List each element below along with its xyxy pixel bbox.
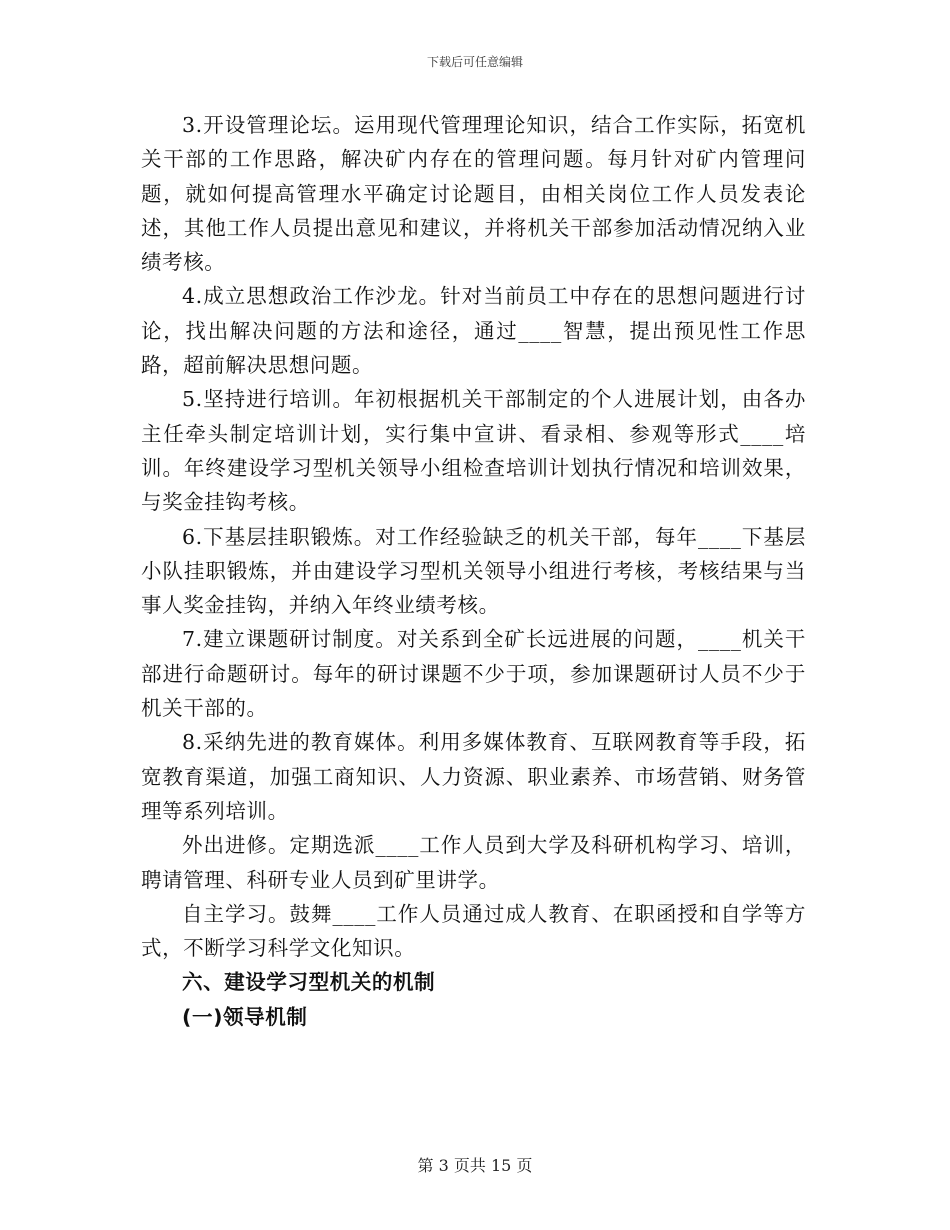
page-header-note: 下载后可任意编辑 [426, 55, 523, 69]
page-number: 第 3 页共 15 页 [417, 1156, 533, 1175]
paragraph-external-study: 外出进修。定期选派____工作人员到大学及科研机构学习、培训，聘请管理、科研专业人员到矿里讲学。 [141, 833, 806, 892]
paragraph-research-system: 7.建立课题研讨制度。对关系到全矿长远进展的问题，____机关干部进行命题研讨。每年的研讨课题不少于项，参加课题研讨人员不少于机关干部的。 [141, 627, 806, 721]
paragraph-political-salon: 4.成立思想政治工作沙龙。针对当前员工中存在的思想问题进行讨论，找出解决问题的方法和途径，通过____智慧，提出预见性工作思路，超前解决思想问题。 [141, 284, 806, 378]
document-body [141, 108, 806, 1034]
subsection-heading: (一)领导机制 [182, 1004, 308, 1029]
paragraph-training: 5.坚持进行培训。年初根据机关干部制定的个人进展计划，由各办主任牵头制定培训计划，实行集中宣讲、看录相、参观等形式____培训。年终建设学习型机关领导小组检查培训计划执行情况和培训效果，与奖金挂钩考核。 [141, 387, 806, 515]
paragraph-grassroots-posting: 6.下基层挂职锻炼。对工作经验缺乏的机关干部，每年____下基层小队挂职锻炼，并由建设学习型机关领导小组进行考核，考核结果与当事人奖金挂钩，并纳入年终业绩考核。 [141, 524, 806, 618]
section-heading: 六、建设学习型机关的机制 [182, 970, 436, 995]
paragraph-management-forum: 3.开设管理论坛。运用现代管理理论知识，结合工作实际，拓宽机关干部的工作思路，解决矿内存在的管理问题。每月针对矿内管理问题，就如何提高管理水平确定讨论题目，由相关岗位工作人员发表论述，其他工作人员提出意见和建议，并将机关干部参加活动情况纳入业绩考核。 [141, 113, 806, 275]
paragraph-self-study: 自主学习。鼓舞____工作人员通过成人教育、在职函授和自学等方式，不断学习科学文化知识。 [141, 901, 806, 961]
paragraph-education-media: 8.采纳先进的教育媒体。利用多媒体教育、互联网教育等手段，拓宽教育渠道，加强工商知识、人力资源、职业素养、市场营销、财务管理等系列培训。 [141, 730, 806, 823]
